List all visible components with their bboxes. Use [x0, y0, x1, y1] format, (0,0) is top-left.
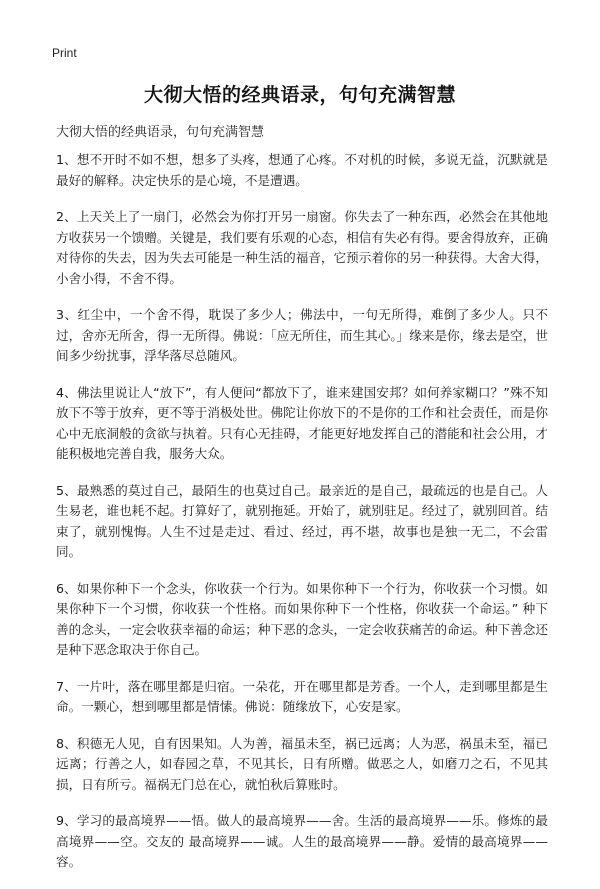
- quote-paragraph-1: 1、想不开时不如不想，想多了头疼，想通了心疼。不对机的时候，多说无益，沉默就是最好的解释。决定快乐的是心境，不是遭遇。: [56, 152, 548, 188]
- article-body: [56, 150, 548, 889]
- quote-paragraph-5: 5、最熟悉的莫过自己，最陌生的也莫过自己。最亲近的是自己，最疏远的也是自己。人生易老，谁也耗不起。打算好了，就别拖延。开始了，就别驻足。经过了，就别回首。结束了，就别愧悔。人生不过是走过、看过、经过，再不堪，故事也是独一无二，不会雷同。: [56, 482, 548, 559]
- print-link[interactable]: Print: [52, 46, 77, 60]
- quote-paragraph-8: 8、积德无人见，自有因果知。人为善，福虽未至，祸已远离；人为恶，祸虽未至，福已远离；行善之人，如春园之草，不见其长，日有所赠。做恶之人，如磨刀之石，不见其损，日有所亏。福祸无门总在心，就怕秋后算账时。: [56, 735, 548, 792]
- quote-paragraph-2: 2、上天关上了一扇门，必然会为你打开另一扇窗。你失去了一种东西，必然会在其他地方收获另一个馈赠。关键是，我们要有乐观的心态，相信有失必有得。要舍得放弃，正确对待你的失去，因为失去可能是一种生活的福音，它预示着你的另一种获得。大舍大得，小舍小得，不舍不得。: [56, 209, 548, 286]
- quote-paragraph-9: 9、学习的最高境界——悟。做人的最高境界——舍。生活的最高境界——乐。修炼的最高境界——空。交友的 最高境界——诚。人生的最高境界——静。爱情的最高境界——容。: [56, 813, 548, 869]
- article-subtitle: 大彻大悟的经典语录，句句充满智慧: [56, 125, 265, 140]
- quote-paragraph-3: 3、红尘中，一个舍不得，耽误了多少人；佛法中，一句无所得，难倒了多少人。只不过，舍亦无所舍，得一无所得。佛说：「应无所住，而生其心。」缘来是你，缘去是空，世间多少纷扰事，浮华落尽总随风。: [56, 307, 548, 363]
- quote-paragraph-7: 7、一片叶，落在哪里都是归宿。一朵花，开在哪里都是芳香。一个人，走到哪里都是生命。一颗心，想到哪里都是情愫。佛说：随缘放下，心安是家。: [56, 678, 548, 714]
- quote-paragraph-4: 4、佛法里说让人“放下”，有人便问“都放下了，谁来建国安邦？如何养家糊口？”殊不知放下不等于放弃，更不等于消极处世。佛陀让你放下的不是你的工作和社会责任，而是你心中无底洞般的贪欲与执着。只有心无挂碍，才能更好地发挥自己的潜能和社会公用，才能积极地完善自我，服务大众。: [56, 384, 548, 461]
- page-title: 大彻大悟的经典语录，句句充满智慧: [143, 84, 456, 106]
- quote-paragraph-6: 6、如果你种下一个念头，你收获一个行为。如果你种下一个行为，你收获一个习惯。如果你种下一个习惯，你收获一个性格。而如果你种下一个性格，你收获一个命运。” 种下善的念头，一定会收获幸福的命运；种下恶的念头，一定会收获痛苦的命运。种下善念还是种下恶念取决于你自己。: [56, 580, 548, 657]
